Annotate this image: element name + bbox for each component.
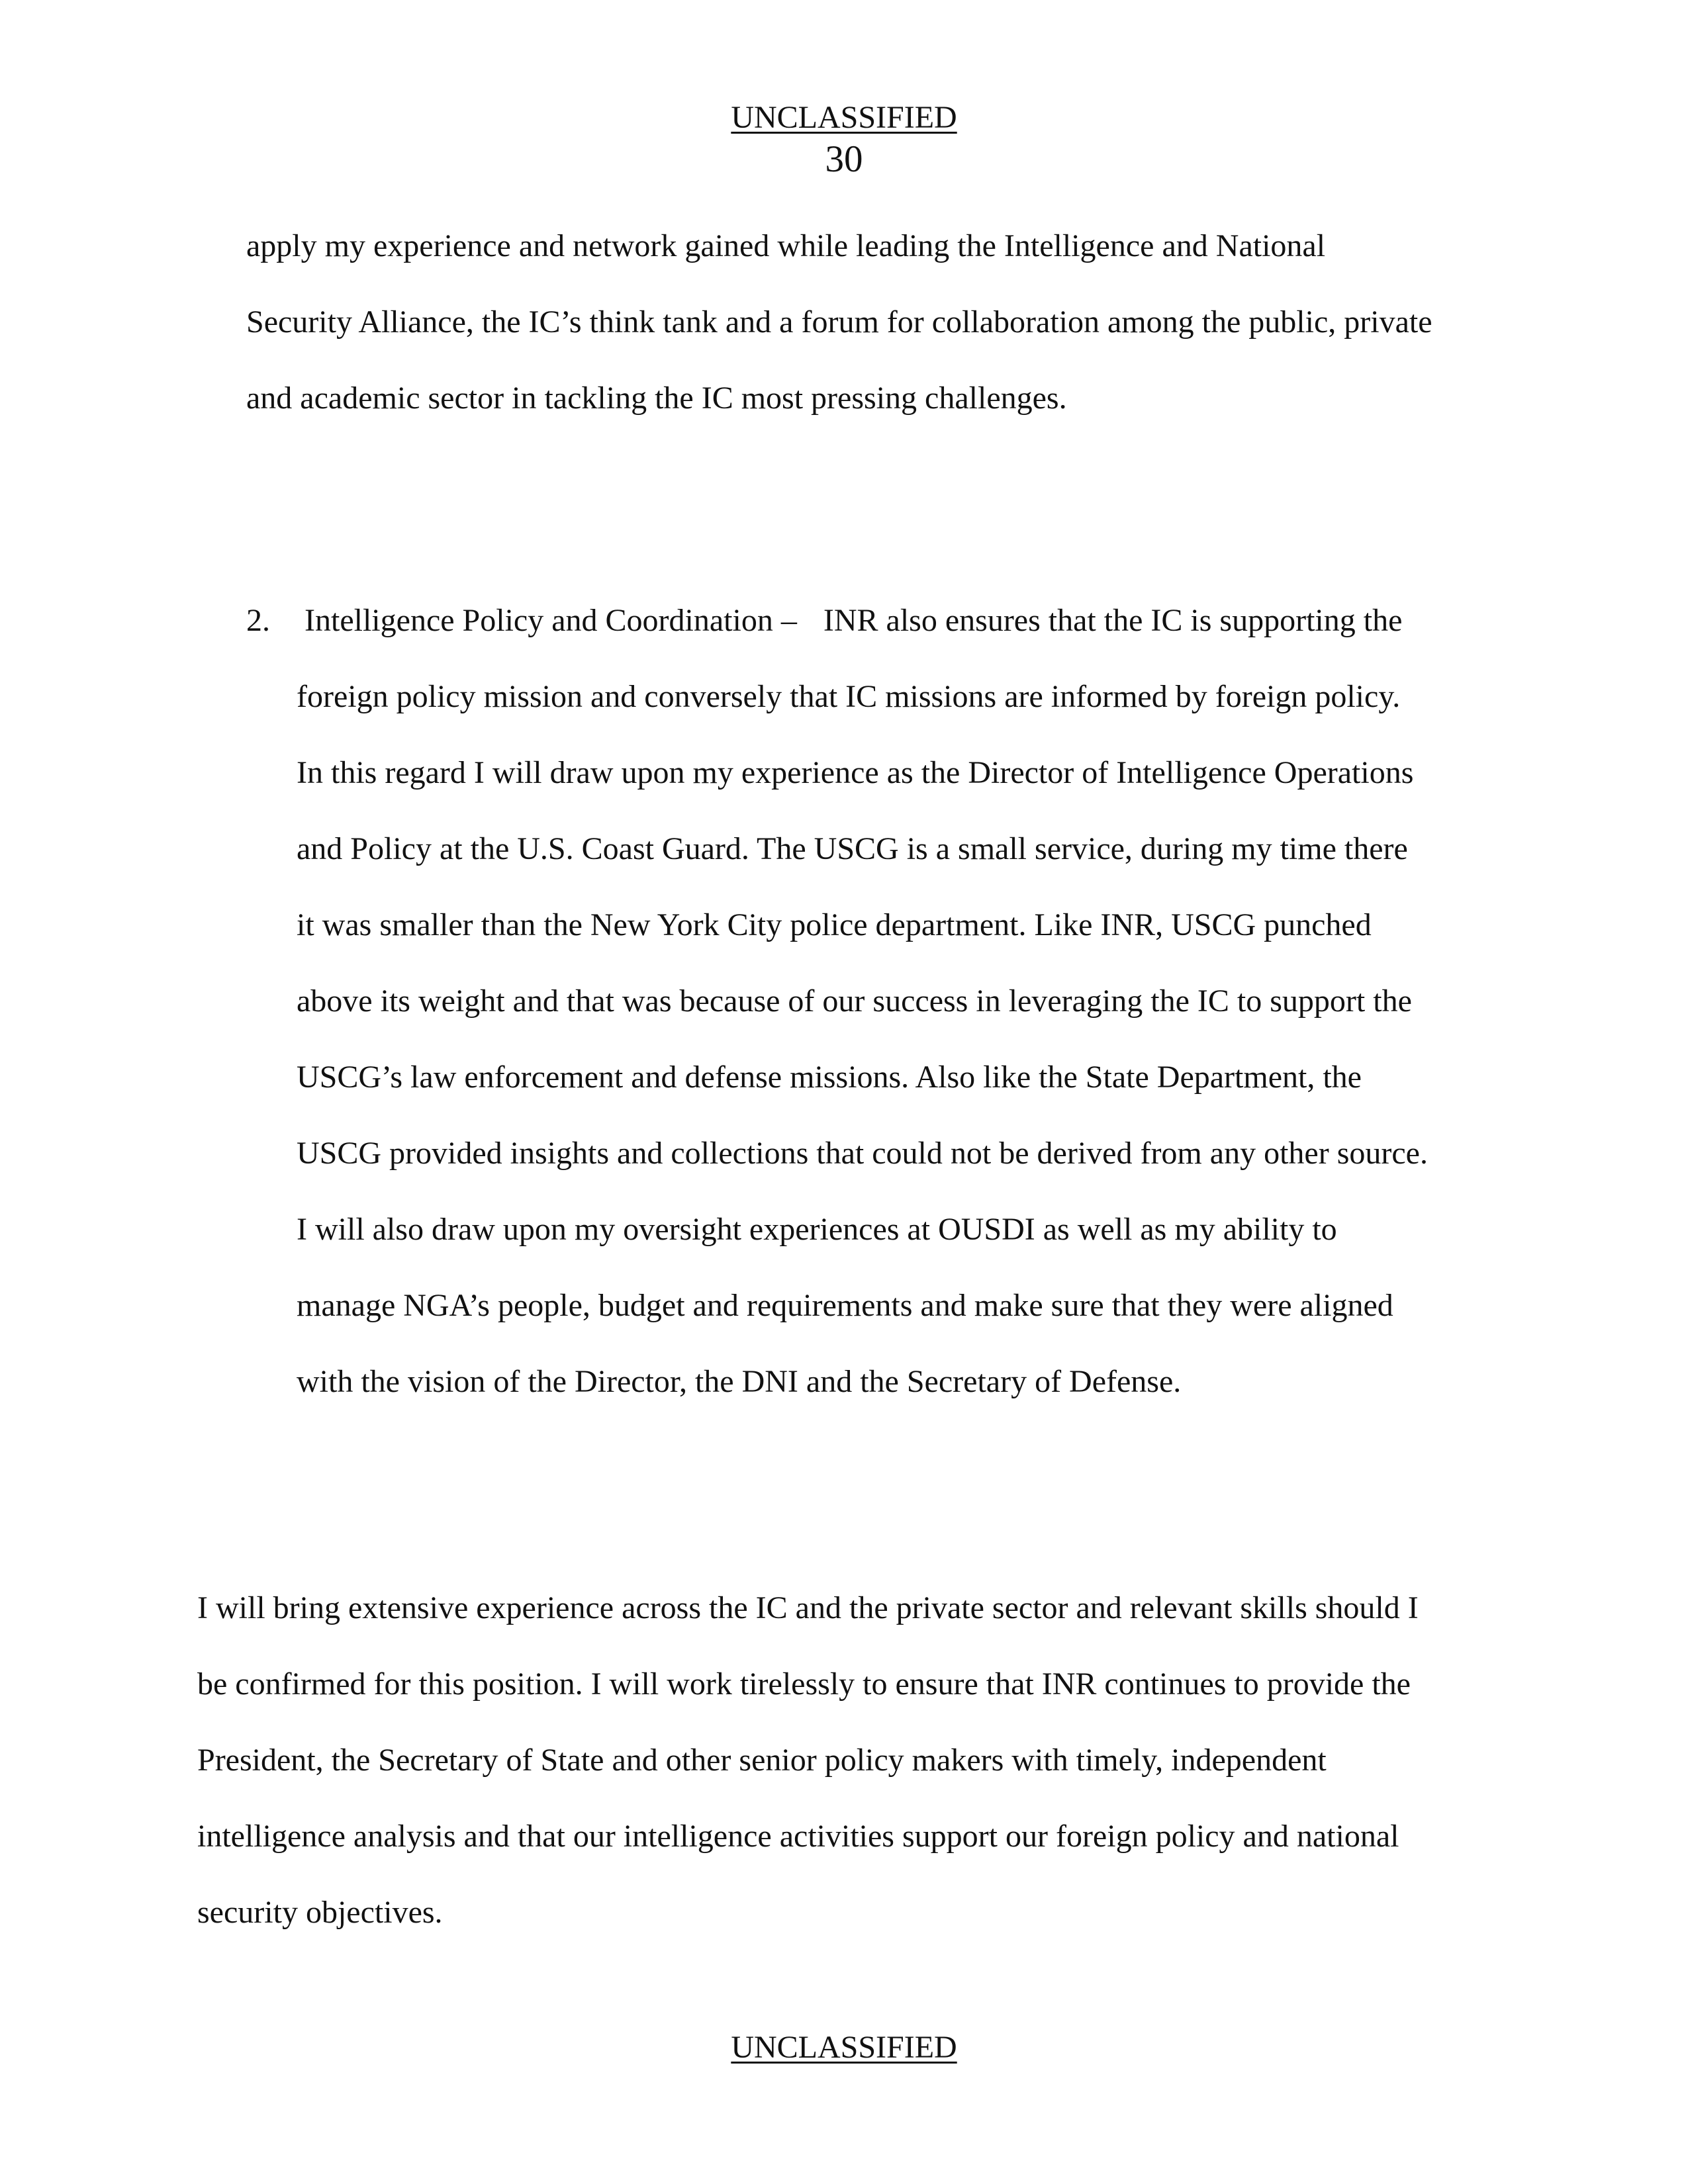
item-line: and Policy at the U.S. Coast Guard. The USCG is a small service, during my time there	[297, 831, 1408, 866]
item-body	[297, 582, 1428, 1420]
paragraph-line: Security Alliance, the IC’s think tank and a forum for collaboration among the public, private	[246, 304, 1432, 340]
paragraph-line: intelligence analysis and that our intelligence activities support our foreign policy and national	[197, 1819, 1399, 1854]
item-line: manage NGA’s people, budget and requirements and make sure that they were aligned	[297, 1288, 1393, 1323]
item-line: USCG’s law enforcement and defense missions. Also like the State Department, the	[297, 1060, 1362, 1095]
header-classification-text: UNCLASSIFIED	[731, 100, 957, 135]
paragraph-line: and academic sector in tackling the IC most pressing challenges.	[246, 381, 1067, 416]
paragraph-line: apply my experience and network gained while leading the Intelligence and National	[246, 228, 1326, 263]
item-line: In this regard I will draw upon my experience as the Director of Intelligence Operations	[297, 755, 1414, 790]
item-line: USCG provided insights and collections that could not be derived from any other source.	[297, 1136, 1428, 1171]
item-number: 2.	[246, 603, 270, 638]
footer-classification-marking	[0, 2028, 1688, 2068]
item-first-line-text: INR also ensures that the IC is supporting the	[823, 603, 1403, 638]
paragraph-line: I will bring extensive experience across the IC and the private sector and relevant skills should I	[197, 1590, 1419, 1625]
paragraph-line: security objectives.	[197, 1895, 443, 1930]
page-number: 30	[825, 138, 863, 180]
item-line: I will also draw upon my oversight experiences at OUSDI as well as my ability to	[297, 1212, 1337, 1247]
paragraph-line: President, the Secretary of State and other senior policy makers with timely, independent	[197, 1743, 1327, 1778]
closing-paragraph	[197, 1570, 1419, 1950]
item-first-line	[297, 582, 1428, 659]
item-line: it was smaller than the New York City police department. Like INR, USCG punched	[297, 907, 1372, 942]
paragraph-line: be confirmed for this position. I will work tirelessly to ensure that INR continues to provide the	[197, 1666, 1411, 1702]
item-heading: Intelligence Policy and Coordination –	[305, 603, 797, 638]
continued-paragraph	[246, 208, 1432, 436]
item-line: foreign policy mission and conversely that IC missions are informed by foreign policy.	[297, 679, 1401, 714]
footer-classification-text: UNCLASSIFIED	[731, 2030, 957, 2065]
item-line: with the vision of the Director, the DNI and the Secretary of Defense.	[297, 1364, 1182, 1399]
item-line: above its weight and that was because of our success in leveraging the IC to support the	[297, 983, 1412, 1019]
header-classification-marking	[0, 98, 1688, 138]
